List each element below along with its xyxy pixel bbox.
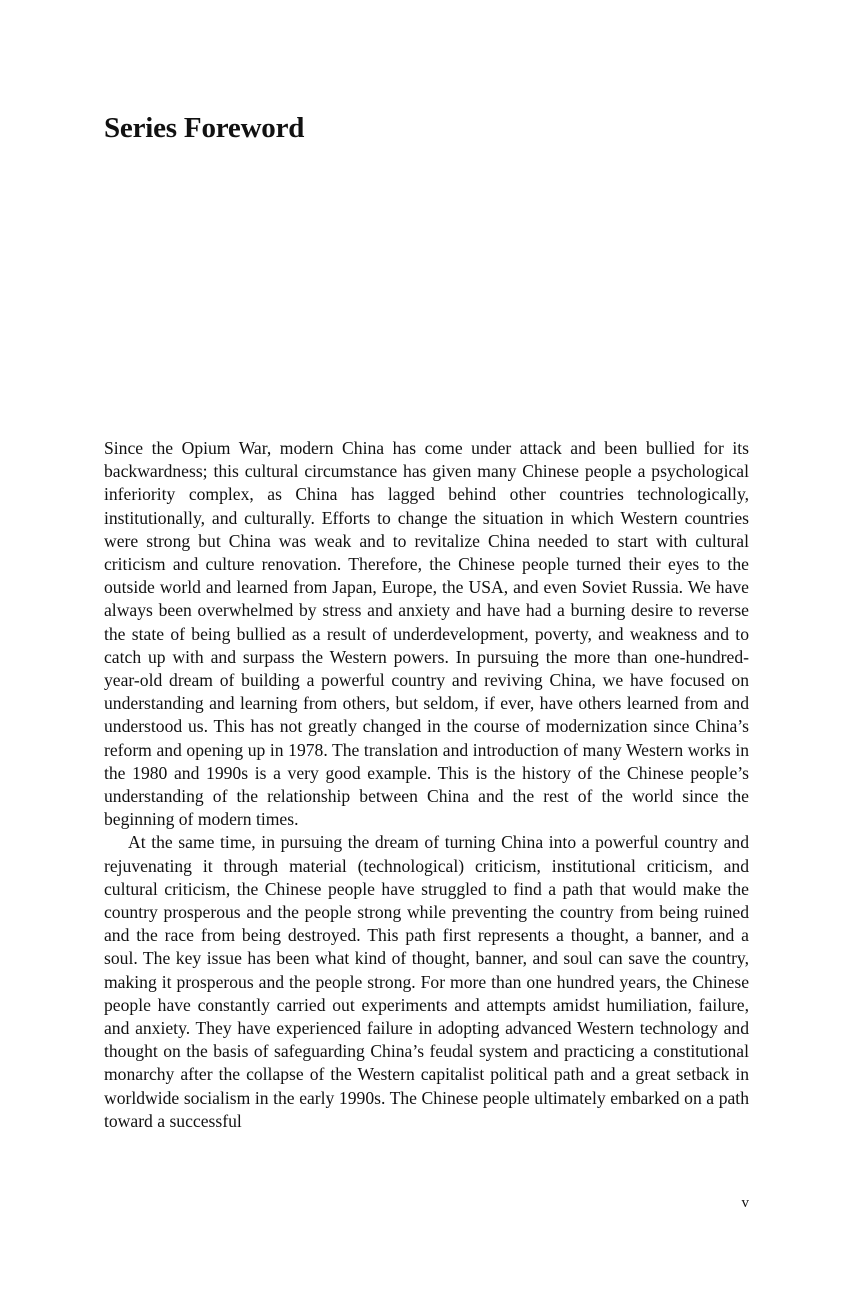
paragraph-1: Since the Opium War, modern China has come under attack and been bullied for its backwardness; this cultural circumstance has given many Chinese people a psychological inferiority complex, as China has lagged behind other countries technologically, institutionally, and culturally. Efforts to change the situation in which Western countries were strong but China was weak and to revitalize China needed to start with cultural criticism and culture renovation. Therefore, the Chinese people turned their eyes to the outside world and learned from Japan, Europe, the USA, and even Soviet Russia. We have always been overwhelmed by stress and anxiety and have had a burning desire to reverse the state of being bullied as a result of underdevelopment, poverty, and weakness and to catch up with and surpass the Western powers. In pursuing the more than one-hundred-year-old dream of building a powerful country and reviving China, we have focused on understanding and learning from others, but seldom, if ever, have others learned from and understood us. This has not greatly changed in the course of modernization since China’s reform and opening up in 1978. The translation and introduction of many Western works in the 1980 and 1990s is a very good example. This is the history of the Chinese people’s understanding of the relationship between China and the rest of the world since the beginning of modern times. bbox=[104, 438, 749, 830]
chapter-title: Series Foreword bbox=[104, 112, 305, 144]
page-number: v bbox=[741, 1195, 749, 1211]
paragraph-2: At the same time, in pursuing the dream of turning China into a powerful country and rejuvenating it through material (technological) criticism, institutional criticism, and cultural criticism, the Chinese people have struggled to find a path that would make the country prosperous and the people strong while preventing the country from being ruined and the race from being destroyed. This path first represents a thought, a banner, and a soul. The key issue has been what kind of thought, banner, and soul can save the country, making it prosperous and the people strong. For more than one hundred years, the Chinese people have constantly carried out experiments and attempts amidst humiliation, failure, and anxiety. They have experienced failure in adopting advanced Western technology and thought on the basis of safeguarding China’s feudal system and practicing a constitutional monarchy after the collapse of the Western capitalist political path and a great setback in worldwide socialism in the early 1990s. The Chinese people ultimately embarked on a path toward a successful bbox=[104, 832, 749, 1131]
document-page bbox=[104, 0, 749, 1296]
body-text bbox=[104, 437, 749, 1133]
